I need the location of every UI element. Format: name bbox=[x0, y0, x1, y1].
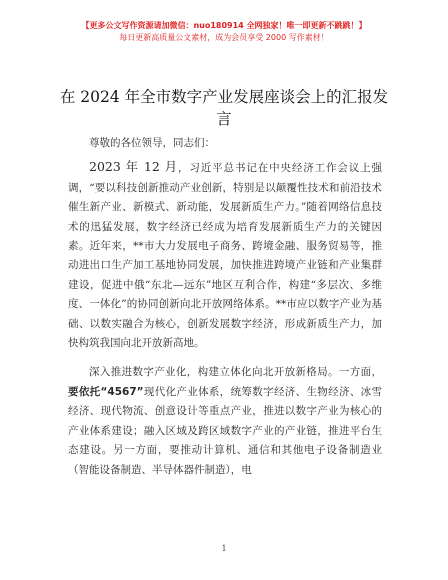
promo-banner-line-1: 【更多公文写作资源请加微信：nuo180914 全网独家！唯一即更新不跳跳！】 bbox=[81, 21, 367, 30]
page-number: 1 bbox=[221, 544, 227, 553]
paragraph-1-text: ，习近平总书记在中央经济工作会议上强调，“要以科技创新推动产业创新，特别是以颠覆性技术和前沿技术催生新产业、新模式、新动能，发展新质生产力。”随着网络信息技术的迅猛发展，数字经济已经成为培育发展新质生产力的关键因素。近年来，**市大力发展电子商务、跨境金融、服务贸易等，推动进出口生产加工基地协同发展，加快推进跨境产业链和产业集群建设，促进中俄“东北—远东”地区互利合作，构建“多层次、多维度、一体化”的协同创新向北开放网络体系。**市应以数字产业为基础、以数实融合为核心，创新发展数字经济，形成新质生产力，加快构筑我国向北开放新高地。 bbox=[68, 162, 383, 350]
promo-banner bbox=[0, 20, 448, 44]
promo-banner-line-2: 每日更新高质量公文素材，成为会员享受 2000 写作素材！ bbox=[119, 33, 329, 42]
paragraph-2-emphasis: 要依托“4567” bbox=[68, 385, 144, 398]
paragraph-2-text-b: 现代化产业体系，统筹数字经济、生物经济、冰雪经济、现代物流、创意设计等重点产业，推进以数字产业为核心的产业体系建设；融入区域及跨区域数字产业的产业链，推进平台生态建设。另一方面，要推动计算机、通信和其他电子设备制造业（智能设备制造、半导体器件制造），电 bbox=[68, 385, 382, 476]
document-title: 在 2024 年全市数字产业发展座谈会上的汇报发言 bbox=[59, 88, 389, 128]
paragraph-1 bbox=[68, 157, 382, 353]
paragraph-2-text-a: 深入推进数字产业化，构建立体化向北开放新格局。一方面， bbox=[89, 366, 382, 379]
document-body bbox=[68, 134, 382, 480]
paragraph-2 bbox=[68, 363, 382, 479]
salutation: 尊敬的各位领导，同志们： bbox=[89, 137, 215, 149]
paragraph-1-date: 2023 年 12 月 bbox=[89, 159, 179, 175]
